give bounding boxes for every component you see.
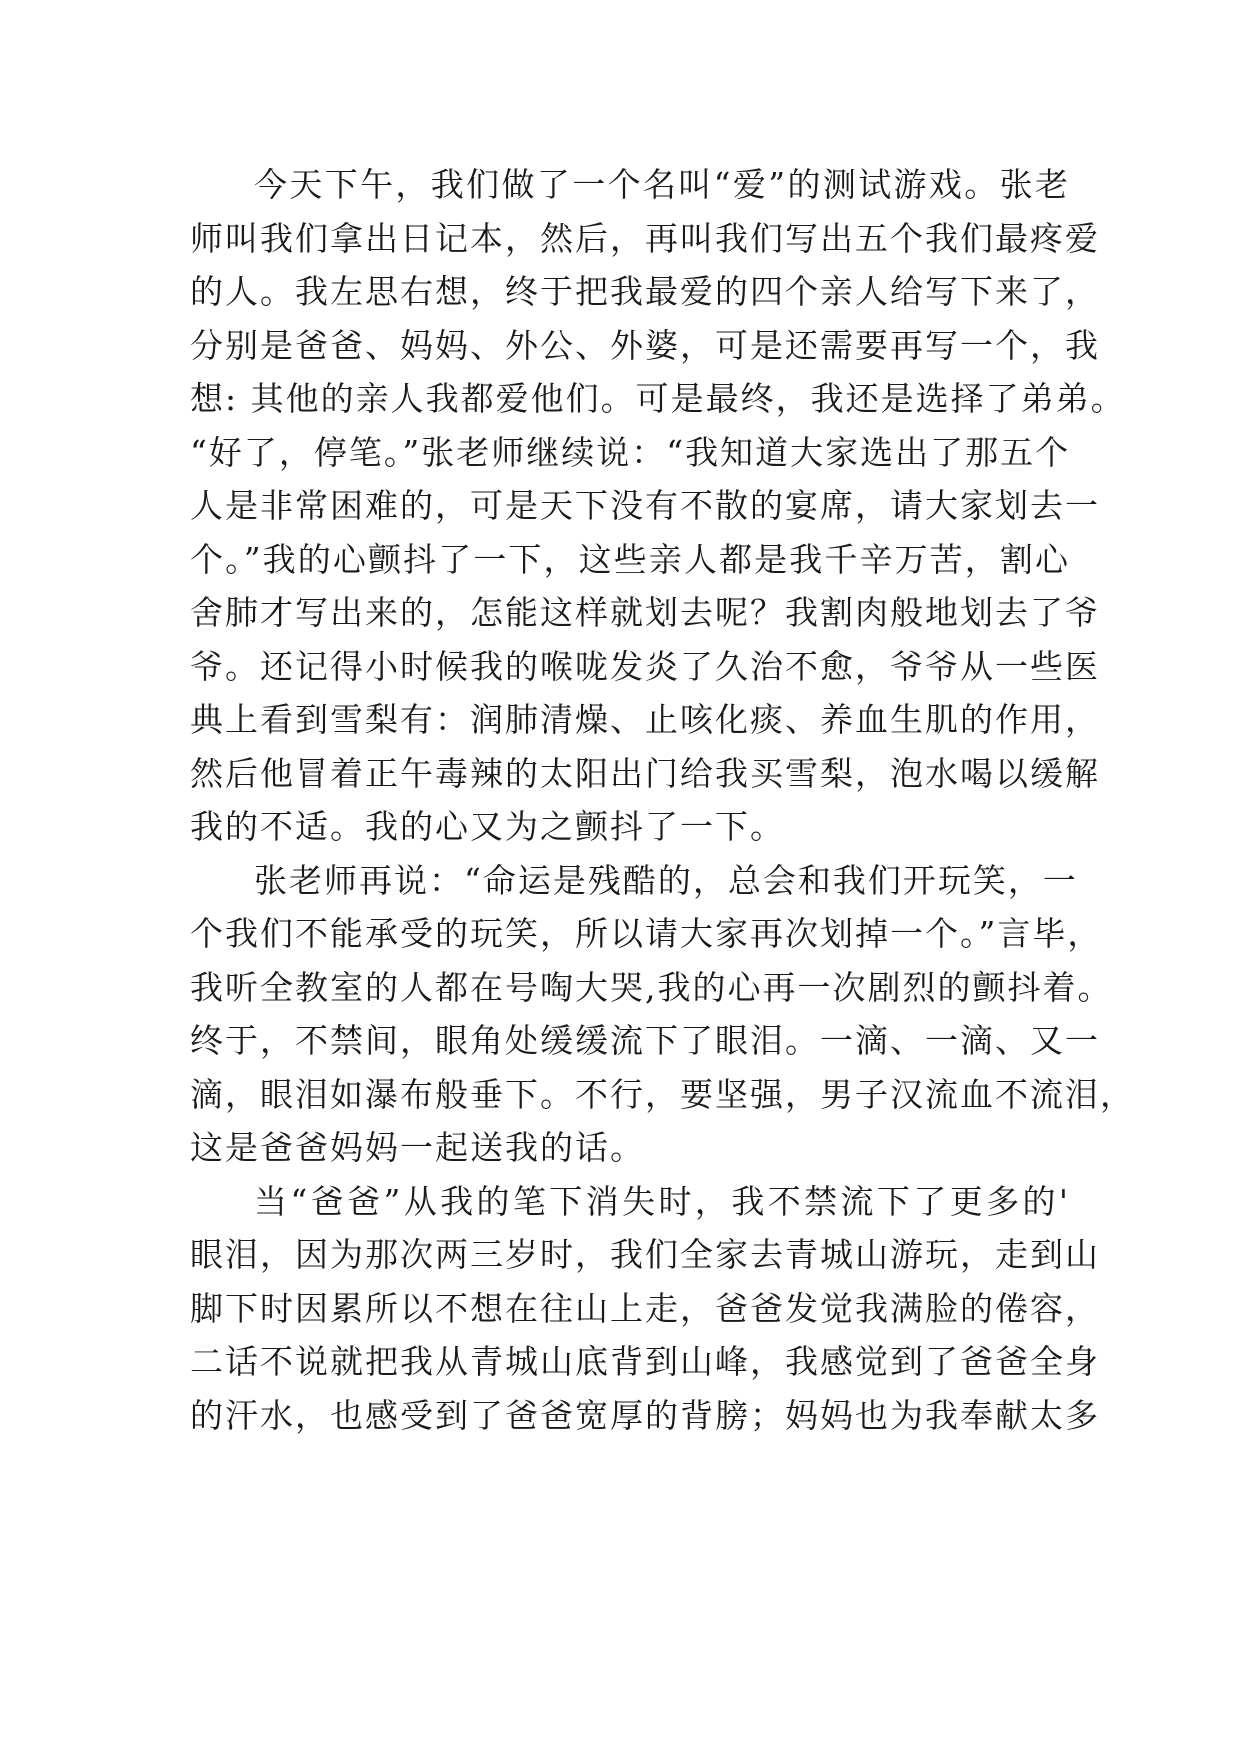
text-line: 人是非常困难的，可是天下没有不散的宴席，请大家划去一 [190, 486, 1100, 525]
text-line: 这是爸爸妈妈一起送我的话。 [190, 1128, 645, 1167]
text-line: 典上看到雪梨有：润肺清燥、止咳化痰、养血生肌的作用， [190, 700, 1100, 739]
text-line: 然后他冒着正午毒辣的太阳出门给我买雪梨，泡水喝以缓解 [190, 753, 1100, 793]
text-line: 个。”我的心颤抖了一下，这些亲人都是我千辛万苦，割心 [190, 539, 1070, 579]
text-line: 二话不说就把我从青城山底背到山峰，我感觉到了爸爸全身 [190, 1342, 1100, 1381]
text-line: 师叫我们拿出日记本，然后，再叫我们写出五个我们最疼爱 [190, 218, 1100, 258]
text-line: 的汗水，也感受到了爸爸宽厚的背膀；妈妈也为我奉献太多 [190, 1395, 1100, 1435]
text-line: 舍肺才写出来的，怎能这样就划去呢？我割肉般地划去了爷 [190, 593, 1100, 632]
text-line: 的人。我左思右想，终于把我最爱的四个亲人给写下来了， [190, 272, 1100, 311]
text-line: 我的不适。我的心又为之颤抖了一下。 [190, 807, 785, 846]
paragraph-3 [190, 1175, 1100, 1443]
text-line: 个我们不能承受的玩笑，所以请大家再次划掉一个。”言毕， [190, 914, 1103, 953]
paragraph-2 [190, 854, 1135, 1175]
text-line: “好了，停笔。”张老师继续说：“我知道大家选出了那五个 [190, 432, 1071, 472]
text-line: 终于，不禁间，眼角处缓缓流下了眼泪。一滴、一滴、又一 [190, 1021, 1100, 1060]
text-line: 滴，眼泪如瀑布般垂下。不行，要坚强，男子汉流血不流泪， [190, 1074, 1135, 1114]
text-line: 想: 其他的亲人我都爱他们。可是最终，我还是选择了弟弟。 [190, 379, 1126, 418]
text-line: 脚下时因累所以不想在往山上走，爸爸发觉我满脸的倦容， [190, 1288, 1100, 1328]
text-line: 今天下午，我们做了一个名叫“爱”的测试游戏。张老 [254, 165, 1070, 204]
text-line: 分别是爸爸、妈妈、外公、外婆，可是还需要再写一个，我 [190, 325, 1100, 365]
text-line: 张老师再说：“命运是残酷的，总会和我们开玩笑，一 [254, 860, 1078, 900]
text-line: 眼泪，因为那次两三岁时，我们全家去青城山游玩，走到山 [190, 1235, 1100, 1274]
text-line: 我听全教室的人都在号啕大哭,我的心再一次剧烈的颤抖着。 [190, 967, 1113, 1007]
paragraph-1 [190, 158, 1126, 854]
text-line: 爷。还记得小时候我的喉咙发炎了久治不愈，爷爷从一些医 [190, 646, 1100, 686]
document-body [190, 158, 1135, 1442]
text-line: 当“爸爸”从我的笔下消失时，我不禁流下了更多的' [254, 1181, 1070, 1221]
